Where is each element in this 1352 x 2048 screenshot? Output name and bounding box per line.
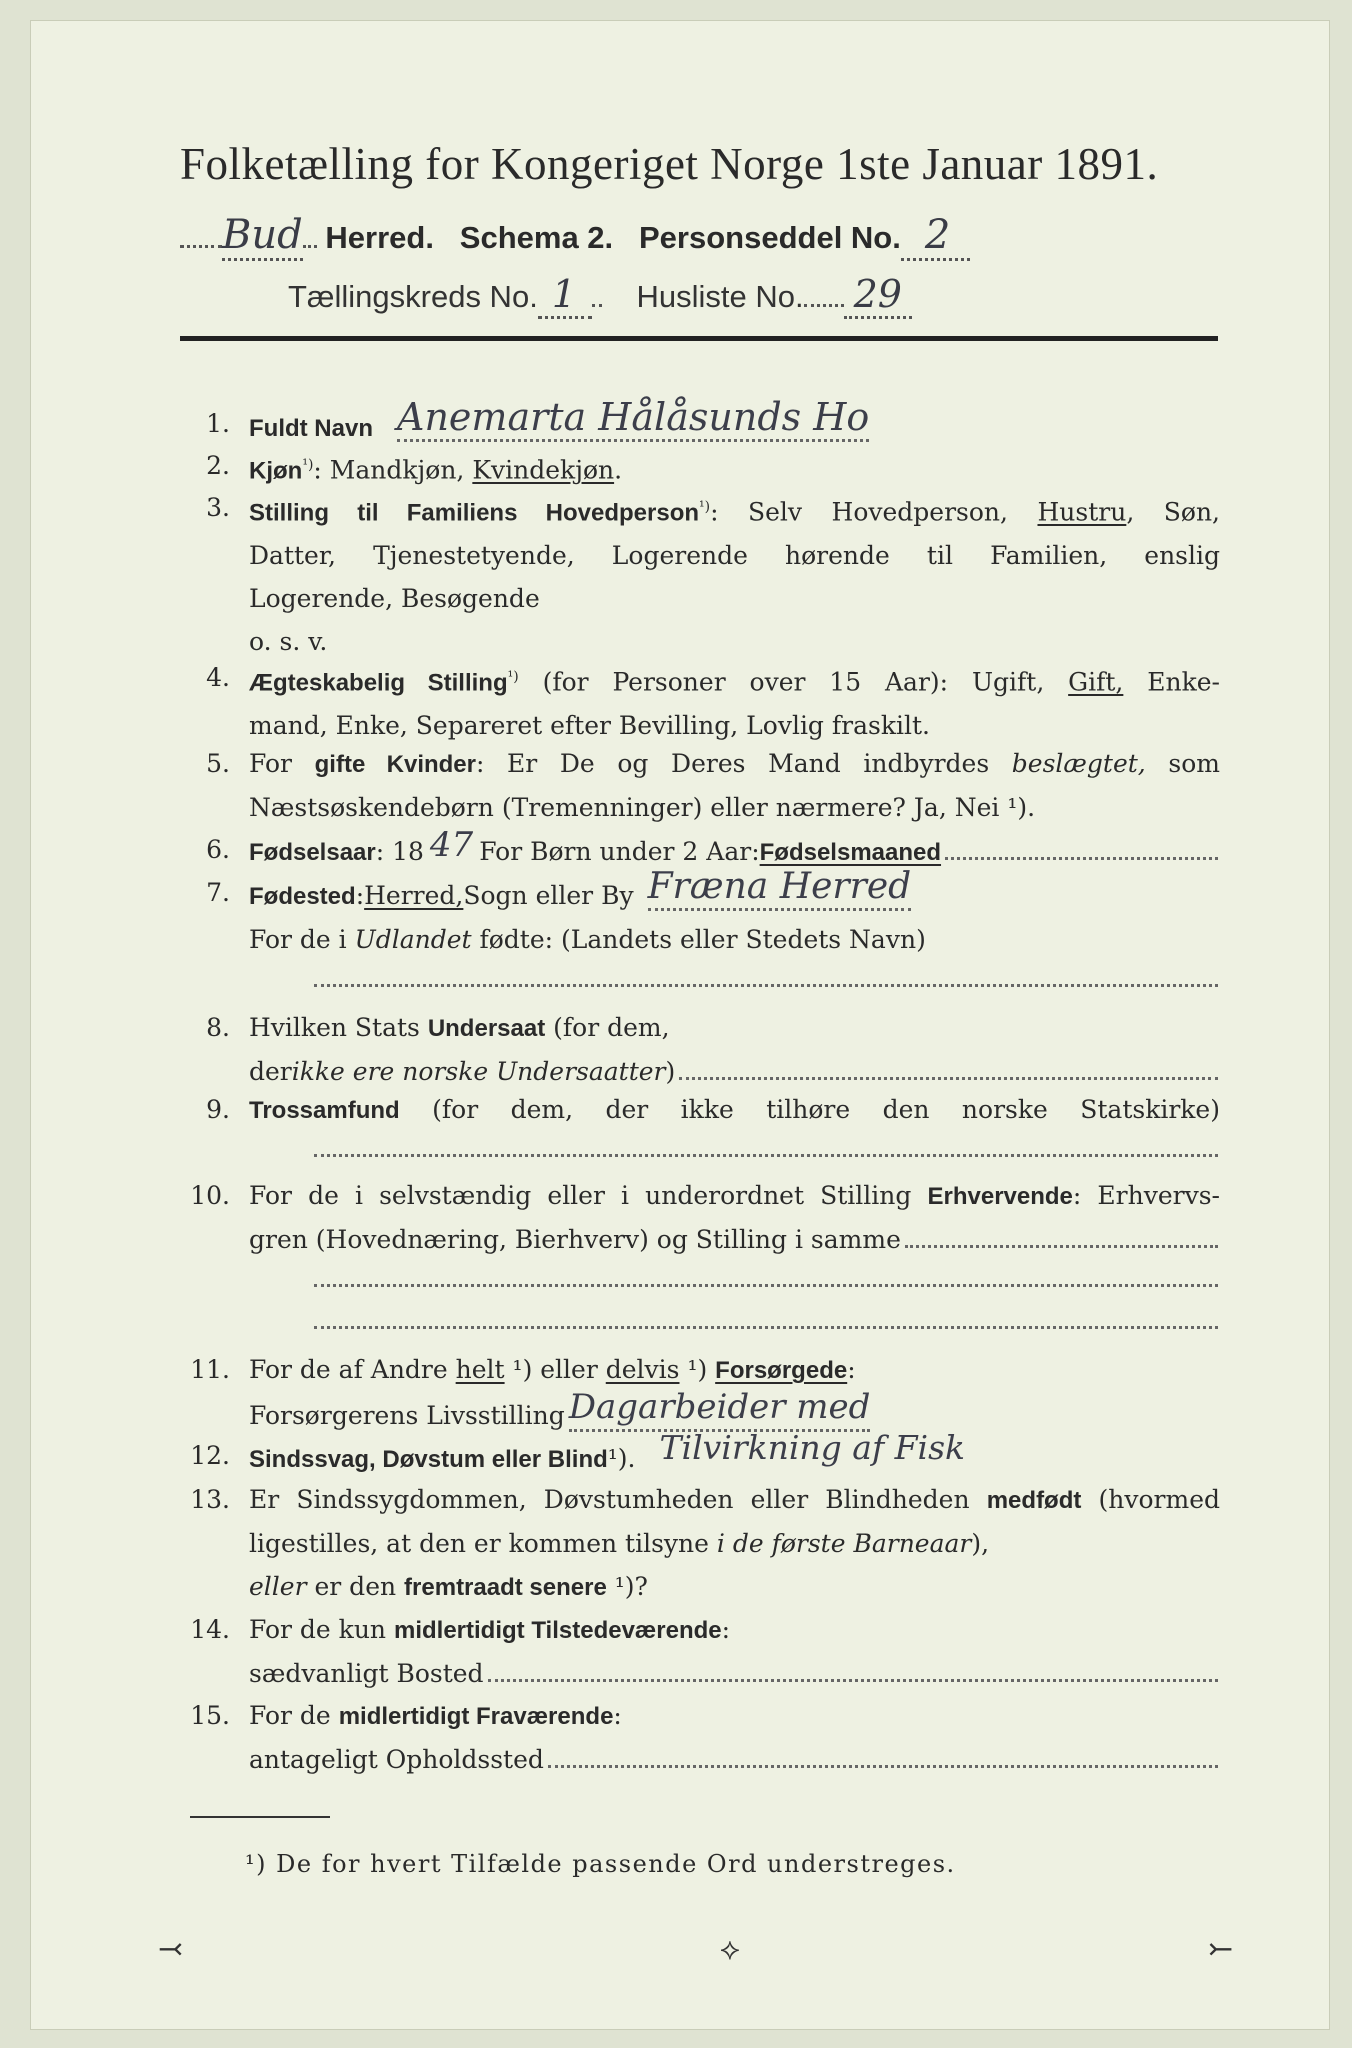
occupation-field[interactable] <box>905 1245 1218 1248</box>
item-number: 9. <box>206 1095 230 1124</box>
text-italic: beslægtet, <box>1011 749 1146 778</box>
item-number: 14. <box>190 1615 230 1644</box>
text: : Er De og Deres Mand indbyrdes <box>476 749 1012 778</box>
text: (for dem, der ikke tilhøre den norske Statskirke) <box>399 1095 1220 1124</box>
text: der <box>249 1057 292 1086</box>
religion-label: Trossamfund <box>249 1097 400 1124</box>
disability-line-value[interactable]: Tilvirkning af Fisk <box>659 1428 966 1467</box>
position-options-a: : Selv Hovedperson, <box>710 497 1038 527</box>
religion-field[interactable] <box>314 1154 1218 1157</box>
occupation-field-2[interactable] <box>314 1284 1218 1287</box>
header-row-2 <box>288 272 912 316</box>
occupation-label: Erhvervende <box>927 1183 1073 1210</box>
text: antageligt Opholdssted <box>249 1745 544 1774</box>
sex-option-female-underlined[interactable]: Kvindekjøn <box>472 455 615 485</box>
birthplace-label: Fødested <box>249 883 356 910</box>
sex-label: Kjøn <box>249 457 303 485</box>
schema-label: Schema 2. <box>459 220 614 255</box>
text: ¹)? <box>606 1572 648 1601</box>
item-number: 8. <box>206 1013 230 1042</box>
text-italic: Udlandet <box>354 925 472 954</box>
text: For de af Andre <box>249 1355 456 1384</box>
marital-options-line2: mand, Enke, Separeret efter Bevilling, Lovlig fraskilt. <box>249 711 930 741</box>
text: (hvormed <box>1081 1485 1220 1514</box>
position-label: Stilling til Familiens Hovedperson <box>249 499 700 527</box>
occupation-field-3[interactable] <box>314 1326 1218 1329</box>
married-women-label: gifte Kvinder <box>314 751 476 778</box>
item-number: 1. <box>206 409 230 438</box>
probable-residence-field[interactable] <box>548 1765 1218 1768</box>
text: : <box>355 881 365 910</box>
item-number: 4. <box>206 663 230 692</box>
text-italic: ikke ere norske Undersaatter <box>291 1057 666 1086</box>
personseddel-label: Personseddel No. <box>639 220 901 255</box>
sex-options: : Mandkjøn, <box>313 455 473 485</box>
text: Er Sindssygdommen, Døvstumheden eller Blindheden <box>249 1485 987 1514</box>
text: sædvanligt Bosted <box>249 1659 484 1688</box>
header-row-1 <box>180 212 970 258</box>
personseddel-value: 2 <box>901 212 970 261</box>
herred-value: Bud <box>222 212 303 261</box>
provider-occupation-value[interactable]: Dagarbeider med <box>569 1386 871 1432</box>
support-option-delvis-underlined[interactable]: delvis <box>605 1355 680 1384</box>
text: For de <box>249 1701 339 1730</box>
herred-label: Herred. <box>325 220 434 255</box>
item-number: 5. <box>206 749 230 778</box>
temporary-absent-label: midlertidigt Fraværende <box>338 1703 614 1730</box>
form-title: Folketælling for Kongeriget Norge 1ste Januar 1891. <box>180 139 1159 189</box>
related-question-line2: Næstsøskendebørn (Tremenninger) eller nærmere? Ja, Nei ¹). <box>249 793 1036 822</box>
item-number: 7. <box>206 878 230 907</box>
birthplace-option-herred-underlined[interactable]: Herred, <box>364 881 464 910</box>
item-number: 2. <box>206 451 230 480</box>
disability-label: Sindssvag, Døvstum eller Blind <box>249 1446 608 1473</box>
item-number: 15. <box>190 1701 230 1730</box>
birth-year-prefix: : 18 <box>375 837 424 866</box>
position-options-line4: o. s. v. <box>249 627 328 657</box>
text: : Erhvervs- <box>1072 1181 1220 1210</box>
text: ¹). <box>607 1444 636 1473</box>
later-onset-label: fremtraadt senere <box>404 1574 607 1601</box>
text: (for dem, <box>545 1013 670 1042</box>
header-divider <box>180 336 1218 341</box>
corner-mark-icon: ⤚ <box>1208 1932 1234 1967</box>
text: ) <box>665 1057 676 1086</box>
center-mark-icon: ⟡ <box>720 1932 740 1967</box>
text: : <box>847 1355 856 1384</box>
footnote-ref: ¹) <box>507 669 519 685</box>
text: er den <box>306 1572 405 1601</box>
text: Sogn eller By <box>463 881 634 910</box>
text: ¹) <box>679 1355 716 1384</box>
text-italic: i de første Barneaar <box>716 1529 972 1558</box>
text: For de i <box>249 925 355 954</box>
marital-option-gift-underlined[interactable]: Gift, <box>1068 667 1124 697</box>
text: For <box>249 749 315 778</box>
footnote-divider <box>190 1816 330 1818</box>
item-number: 13. <box>190 1485 230 1514</box>
item-number: 3. <box>206 493 230 522</box>
marital-label: Ægteskabelig Stilling <box>249 669 508 697</box>
text: For de kun <box>249 1615 394 1644</box>
text: : <box>613 1701 622 1730</box>
text-italic: eller <box>249 1572 307 1601</box>
foreign-birthplace-field[interactable] <box>314 984 1218 987</box>
corner-mark-icon: ⤙ <box>158 1932 184 1967</box>
birthplace-value[interactable]: Fræna Herred <box>648 865 912 911</box>
usual-residence-field[interactable] <box>488 1679 1218 1682</box>
text: ¹) eller <box>504 1355 606 1384</box>
marital-options-b: Enke- <box>1123 667 1220 697</box>
position-options-line2: Datter, Tjenestetyende, Logerende hørende til Familien, enslig <box>249 541 1220 571</box>
position-options-b: , Søn, <box>1126 497 1220 527</box>
item-1 <box>180 395 1220 445</box>
kreds-label: Tællingskreds No. <box>288 279 538 314</box>
position-option-hustru-underlined[interactable]: Hustru <box>1037 497 1127 527</box>
text: som <box>1145 749 1220 778</box>
husliste-value: 29 <box>844 272 912 319</box>
text: For Børn under 2 Aar: <box>479 837 760 866</box>
footnote-ref: ¹) <box>302 457 314 473</box>
item-number: 6. <box>206 835 230 864</box>
citizenship-label: Undersaat <box>427 1015 546 1042</box>
birth-month-field[interactable] <box>945 857 1218 860</box>
text: For de i selvstændig eller i underordnet Stilling <box>249 1181 928 1210</box>
item-number: 11. <box>190 1355 230 1384</box>
support-option-helt-underlined[interactable]: helt <box>455 1355 505 1384</box>
footnote-ref: ¹) <box>699 499 711 515</box>
item-number: 12. <box>190 1441 230 1470</box>
full-name-label: Fuldt Navn <box>249 415 373 442</box>
kreds-value: 1 <box>538 272 592 319</box>
congenital-label: medfødt <box>986 1487 1082 1514</box>
husliste-label: Husliste No. <box>636 279 804 314</box>
full-name-value[interactable]: Anemarta Hålåsunds Ho <box>397 396 869 442</box>
item-number: 10. <box>190 1181 230 1210</box>
position-options-line3: Logerende, Besøgende <box>249 584 540 614</box>
text: ), <box>971 1529 990 1558</box>
text: fødte: (Landets eller Stedets Navn) <box>471 925 926 954</box>
birth-year-label: Fødselsaar <box>249 839 376 866</box>
marital-options-a: (for Personer over 15 Aar): Ugift, <box>518 667 1069 697</box>
footnote: ¹) De for hvert Tilfælde passende Ord understreges. <box>245 1850 956 1878</box>
text: ligestilles, at den er kommen tilsyne <box>249 1529 717 1558</box>
punct: . <box>614 455 623 485</box>
census-form <box>30 20 1330 2030</box>
text: gren (Hovednæring, Bierhverv) og Stilling i samme <box>249 1225 901 1254</box>
text: Hvilken Stats <box>249 1013 428 1042</box>
citizenship-field[interactable] <box>679 1077 1218 1080</box>
supported-label: Forsørgede <box>715 1357 848 1384</box>
birth-month-label: Fødselsmaaned <box>759 839 942 866</box>
birth-year-value[interactable]: 47 <box>429 825 474 865</box>
text: : <box>721 1615 731 1644</box>
text: Forsørgerens Livsstilling <box>249 1401 565 1430</box>
temporary-present-label: midlertidigt Tilstedeværende <box>393 1617 722 1644</box>
